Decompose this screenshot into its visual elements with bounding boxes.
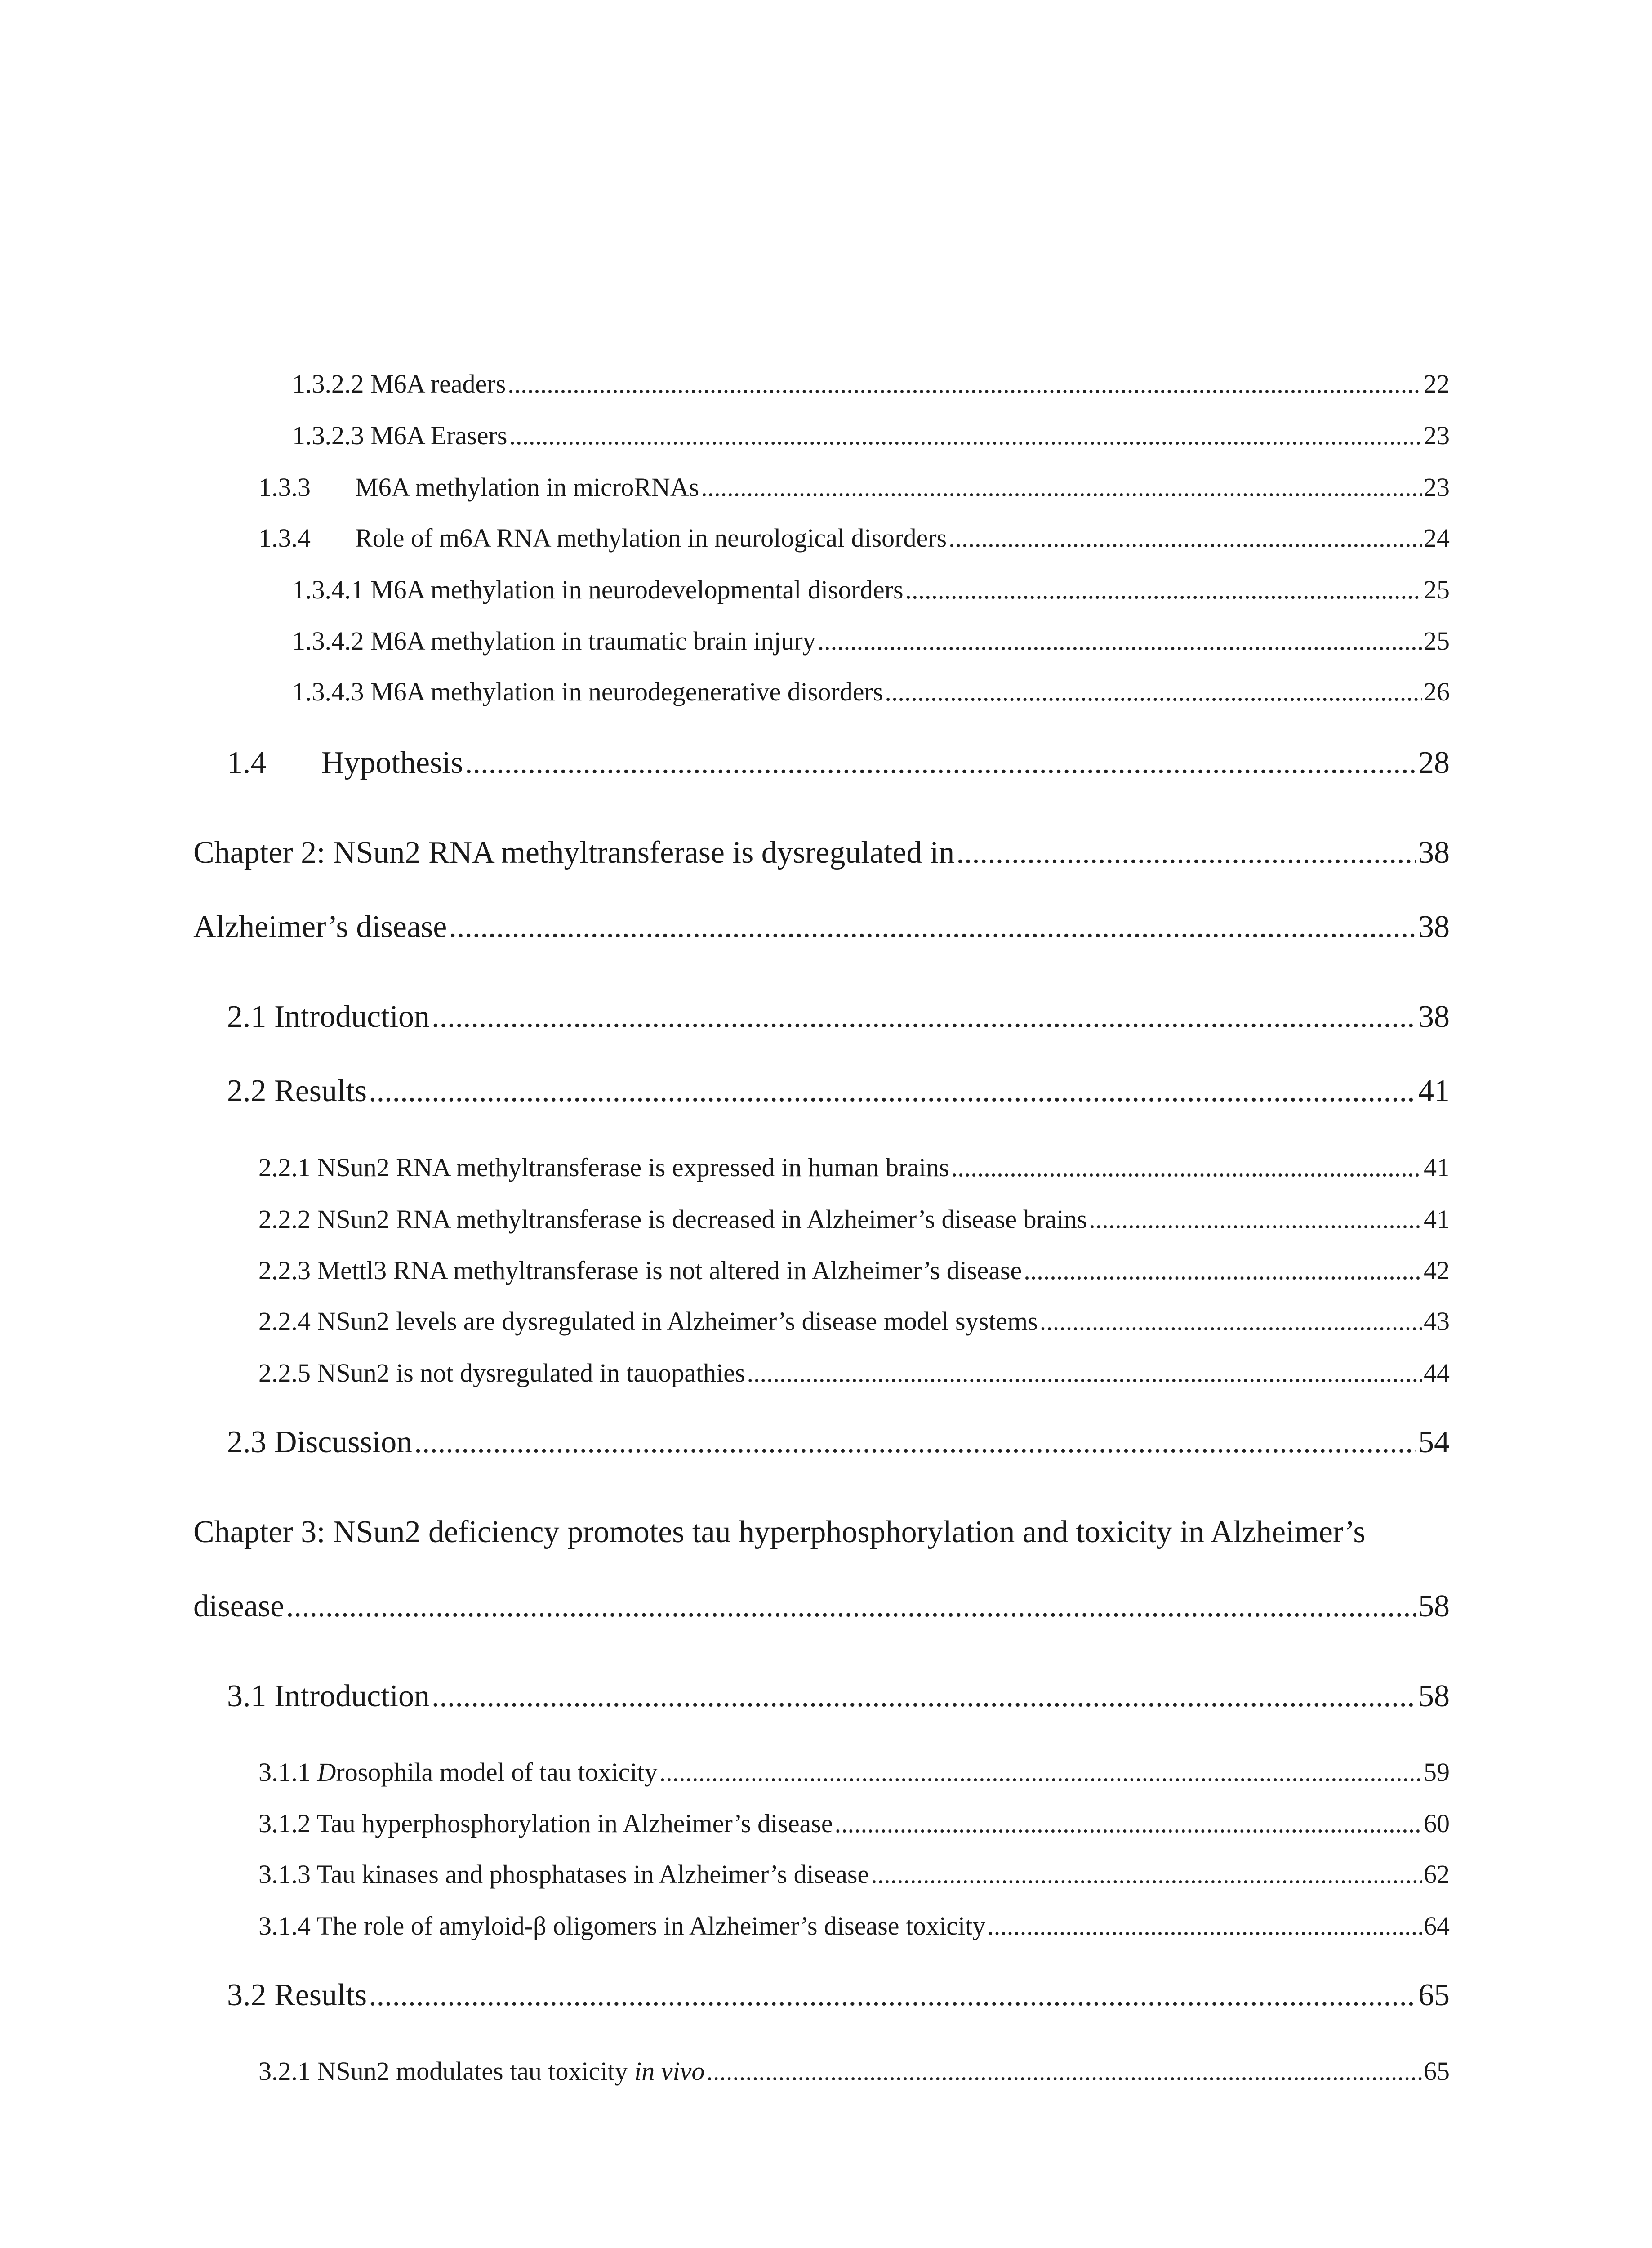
toc-leader-dots	[706, 2058, 1422, 2084]
toc-leader-dots	[369, 1075, 1416, 1107]
toc-entry	[258, 1360, 1450, 1386]
toc-entry-title: 2.2 Results	[227, 1074, 367, 1108]
toc-leader-dots	[432, 1001, 1416, 1033]
toc-leader-dots	[286, 1591, 1416, 1622]
toc-entry-page: 42	[1424, 1256, 1450, 1285]
toc-entry	[292, 423, 1450, 449]
toc-leader-dots	[449, 911, 1416, 943]
toc-leader-dots	[1024, 1258, 1422, 1284]
toc-entry-title: 1.3.4.1 M6A methylation in neurodevelopmental disorders	[292, 575, 904, 604]
toc-leader-dots	[835, 1811, 1422, 1837]
toc-leader-dots	[509, 423, 1422, 449]
toc-entry-title: 2.2.5 NSun2 is not dysregulated in tauopathies	[258, 1358, 745, 1387]
toc-entry-title: 1.3.2.2 M6A readers	[292, 369, 506, 398]
toc-entry-title: disease	[193, 1589, 285, 1624]
toc-leader-dots	[818, 628, 1422, 654]
toc-leader-dots	[508, 371, 1422, 397]
toc-entry	[193, 837, 1450, 869]
toc-leader-dots	[747, 1360, 1422, 1386]
toc-entry-number: 1.3.4	[258, 523, 311, 553]
toc-entry-title: 2.2.1 NSun2 RNA methyltransferase is expressed in human brains	[258, 1153, 949, 1182]
toc-entry-title	[258, 1759, 658, 1785]
toc-entry	[227, 1075, 1450, 1107]
toc-entry-title: 2.1 Introduction	[227, 999, 430, 1034]
toc-leader-dots	[414, 1427, 1416, 1458]
toc-entry-page: 28	[1418, 745, 1450, 780]
toc-entry-title: Role of m6A RNA methylation in neurological disorders	[355, 523, 947, 553]
toc-entry-number: 1.4	[227, 745, 267, 780]
toc-entry-page: 25	[1424, 575, 1450, 604]
toc-entry-title-part: 3.1.1	[258, 1757, 317, 1787]
toc-entry-page: 23	[1424, 473, 1450, 502]
toc-leader-dots	[885, 679, 1422, 705]
toc-entry	[258, 1308, 1450, 1334]
toc-entry	[258, 1759, 1450, 1785]
toc-entry-title: Alzheimer’s disease	[193, 910, 447, 944]
toc-entry-page: 44	[1424, 1358, 1450, 1387]
toc-leader-dots	[465, 747, 1416, 779]
toc-entry	[258, 474, 1450, 500]
toc-entry	[193, 1517, 1450, 1548]
toc-entry-title: 2.2.4 NSun2 levels are dysregulated in Alzheimer’s disease model systems	[258, 1307, 1038, 1336]
toc-entry	[258, 1861, 1450, 1887]
toc-entry-page: 41	[1424, 1204, 1450, 1234]
toc-leader-dots	[1089, 1206, 1422, 1232]
toc-entry-title: 2.2.3 Mettl3 RNA methyltransferase is not altered in Alzheimer’s disease	[258, 1256, 1022, 1285]
toc-entry	[227, 1001, 1450, 1033]
toc-entry	[258, 1155, 1450, 1181]
toc-entry-page: 43	[1424, 1307, 1450, 1336]
toc-entry-page: 58	[1418, 1589, 1450, 1624]
toc-entry	[227, 747, 1450, 779]
toc-entry-title: 3.1.3 Tau kinases and phosphatases in Alzheimer’s disease	[258, 1860, 869, 1889]
toc-entry-page: 62	[1424, 1860, 1450, 1889]
toc-entry-page: 65	[1424, 2056, 1450, 2086]
toc-entry	[292, 679, 1450, 705]
toc-entry-page: 24	[1424, 523, 1450, 553]
toc-entry-title-part: rosophila model of tau toxicity	[336, 1757, 658, 1787]
toc-entry-page: 54	[1418, 1425, 1450, 1459]
toc-entry	[193, 911, 1450, 943]
toc-entry-page: 60	[1424, 1809, 1450, 1838]
toc-entry-title: Chapter 3: NSun2 deficiency promotes tau hyperphosphorylation and toxicity in Alzheimer’s	[193, 1515, 1366, 1549]
toc-entry-title: 1.3.4.3 M6A methylation in neurodegenerative disorders	[292, 677, 883, 706]
toc-entry-page: 25	[1424, 626, 1450, 656]
toc-entry-page: 38	[1418, 835, 1450, 870]
toc-entry	[258, 1913, 1450, 1939]
toc-entry-page: 38	[1418, 910, 1450, 944]
toc-leader-dots	[948, 525, 1422, 551]
toc-entry-page: 23	[1424, 421, 1450, 450]
toc-entry-title: 1.3.2.3 M6A Erasers	[292, 421, 508, 450]
toc-entry-title	[258, 2058, 704, 2084]
toc-entry-page: 38	[1418, 999, 1450, 1034]
toc-entry	[292, 628, 1450, 654]
toc-entry-page: 41	[1424, 1153, 1450, 1182]
toc-entry	[292, 577, 1450, 603]
toc-entry-page: 65	[1418, 1978, 1450, 2012]
toc-entry	[258, 525, 1450, 551]
toc-leader-dots	[987, 1913, 1422, 1939]
toc-entry	[227, 1681, 1450, 1712]
toc-entry-title: 1.3.4.2 M6A methylation in traumatic brain injury	[292, 626, 816, 656]
toc-entry-title: 2.2.2 NSun2 RNA methyltransferase is decreased in Alzheimer’s disease brains	[258, 1204, 1087, 1234]
toc-entry-page: 59	[1424, 1757, 1450, 1787]
toc-entry-title: 3.1.2 Tau hyperphosphorylation in Alzheimer’s disease	[258, 1809, 833, 1838]
toc-entry-title-part: in vivo	[634, 2056, 705, 2086]
toc-entry-page: 58	[1418, 1679, 1450, 1713]
toc-entry	[227, 1980, 1450, 2011]
toc-leader-dots	[701, 474, 1422, 500]
toc-entry-title: 3.2 Results	[227, 1978, 367, 2012]
toc-leader-dots	[369, 1980, 1416, 2011]
toc-entry-title: Hypothesis	[321, 745, 463, 780]
toc-leader-dots	[905, 577, 1422, 603]
toc-entry	[258, 1258, 1450, 1284]
toc-entry-title: Chapter 2: NSun2 RNA methyltransferase is dysregulated in	[193, 835, 955, 870]
toc-leader-dots	[1040, 1308, 1422, 1334]
toc-leader-dots	[432, 1681, 1416, 1712]
toc-leader-dots	[956, 837, 1416, 869]
toc-entry-title: 2.3 Discussion	[227, 1425, 413, 1459]
toc-entry-page: 26	[1424, 677, 1450, 706]
toc-entry-title: M6A methylation in microRNAs	[355, 473, 699, 502]
toc-entry-title: 3.1.4 The role of amyloid-β oligomers in Alzheimer’s disease toxicity	[258, 1911, 986, 1940]
toc-leader-dots	[659, 1759, 1422, 1785]
toc-entry-number: 1.3.3	[258, 473, 311, 502]
toc-entry-title-part: D	[317, 1757, 336, 1787]
toc-entry	[292, 371, 1450, 397]
toc-entry	[258, 1206, 1450, 1232]
toc-leader-dots	[871, 1861, 1422, 1887]
toc-entry-page: 22	[1424, 369, 1450, 398]
toc-entry	[227, 1427, 1450, 1458]
toc-leader-dots	[951, 1155, 1422, 1181]
toc-entry-title-part: 3.2.1 NSun2 modulates tau toxicity	[258, 2056, 635, 2086]
toc-entry-page: 41	[1418, 1074, 1450, 1108]
toc-entry	[258, 2058, 1450, 2084]
toc-entry-page: 64	[1424, 1911, 1450, 1940]
toc-entry	[258, 1811, 1450, 1837]
toc-entry	[193, 1591, 1450, 1622]
toc-entry-title: 3.1 Introduction	[227, 1679, 430, 1713]
